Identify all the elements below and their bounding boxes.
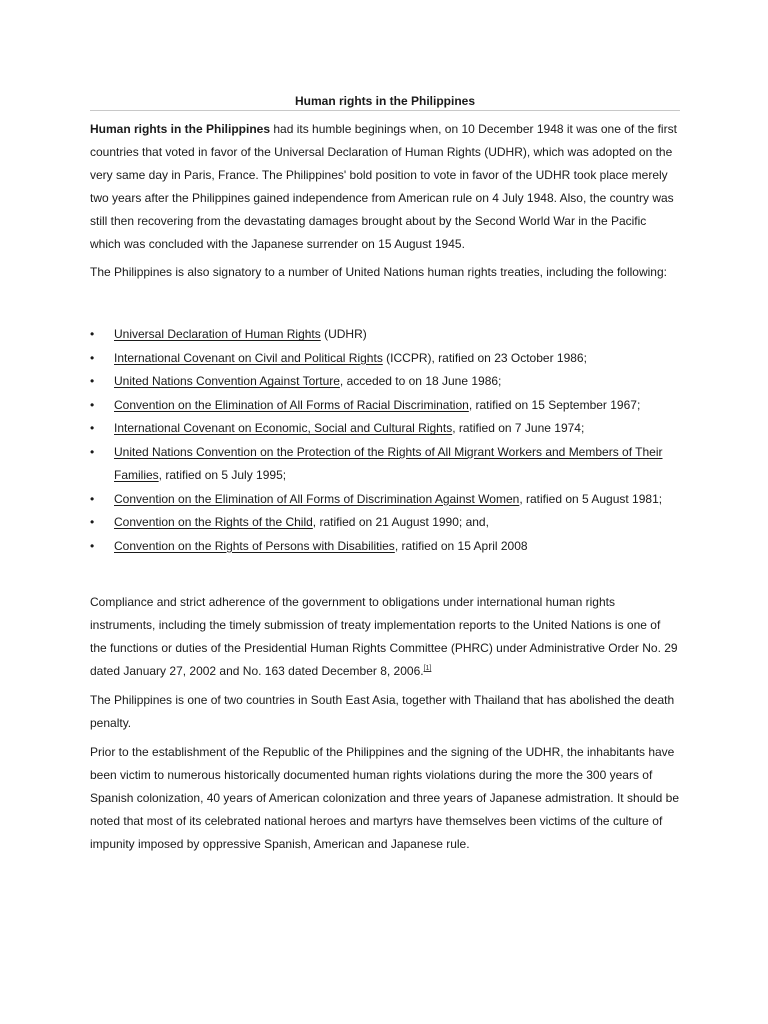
- bullet-icon: •: [90, 491, 95, 506]
- treaty-detail: (ICCPR), ratified on 23 October 1986;: [382, 350, 587, 365]
- history-paragraph: [90, 741, 680, 856]
- treaty-link[interactable]: Convention on the Elimination of All Forms of Racial Discrimination: [114, 397, 469, 412]
- intro-bold-lead: Human rights in the Philippines: [90, 122, 271, 136]
- list-item: [90, 347, 680, 370]
- list-item: [90, 323, 680, 346]
- list-item: [90, 511, 680, 534]
- treaty-link[interactable]: Convention on the Elimination of All Forms of Discrimination Against Women: [114, 491, 520, 506]
- treaty-detail: , ratified on 5 July 1995;: [158, 467, 287, 482]
- compliance-text: Compliance and strict adherence of the government to obligations under international human rights instruments, including the timely submission of treaty implementation reports to the United Nations is one of the functions or duties of the Presidential Human Rights Committee (PHRC) under Administrative Order No. 29 dated January 27, 2002 and No. 163 dated December 8, 2006.: [90, 595, 678, 678]
- treaty-link[interactable]: International Covenant on Economic, Social and Cultural Rights: [114, 421, 453, 436]
- bullet-icon: •: [90, 374, 95, 389]
- bullet-icon: •: [90, 397, 95, 412]
- list-item: [90, 535, 680, 558]
- compliance-paragraph: [90, 591, 680, 683]
- treaty-detail: , acceded to on 18 June 1986;: [339, 374, 502, 389]
- title-divider: [90, 110, 680, 111]
- history-text: Prior to the establishment of the Republic of the Philippines and the signing of the UDHR, the inhabitants have been victim to numerous historically documented human rights violations during the more the 300 years of Spanish colonization, 40 years of American colonization and three years of Japanese admistration. It should be noted that most of its celebrated national heroes and martyrs have themselves been victims of the culture of impunity imposed by oppressive Spanish, American and Japanese rule.: [90, 745, 680, 851]
- bullet-icon: •: [90, 515, 95, 530]
- bullet-icon: •: [90, 421, 95, 436]
- death-penalty-text: The Philippines is one of two countries in South East Asia, together with Thailand that has abolished the death penalty.: [90, 693, 675, 730]
- signatory-text: The Philippines is also signatory to a number of United Nations human rights treaties, including the following:: [90, 265, 667, 279]
- bullet-icon: •: [90, 327, 95, 341]
- treaty-link[interactable]: United Nations Convention Against Torture: [114, 374, 340, 389]
- bullet-icon: •: [90, 538, 95, 553]
- list-item: [90, 394, 680, 417]
- treaty-detail: , ratified on 5 August 1981;: [519, 491, 663, 506]
- treaty-detail: , ratified on 15 April 2008: [394, 538, 528, 553]
- intro-text: had its humble beginings when, on 10 December 1948 it was one of the first countries that voted in favor of the Universal Declaration of Human Rights (UDHR), which was adopted on the very same day in Paris, France. The Philippines' bold position to vote in favor of the UDHR took place merely two years after the Philippines gained independence from American rule on 4 July 1948. Also, the country was still then recovering from the devastating damages brought about by the Second World War in the Pacific which was concluded with the Japanese surrender on 15 August 1945.: [90, 122, 677, 251]
- treaty-detail: , ratified on 7 June 1974;: [452, 421, 585, 436]
- list-item: [90, 441, 680, 487]
- treaty-link[interactable]: Convention on the Rights of Persons with Disabilities: [114, 538, 395, 553]
- treaty-list: [90, 323, 680, 558]
- intro-paragraph: [90, 118, 680, 256]
- list-item: [90, 370, 680, 393]
- treaty-detail: (UDHR): [320, 327, 367, 341]
- treaty-link[interactable]: United Nations Convention on the Protection of the Rights of All Migrant Workers and Members of Their Families: [114, 444, 663, 482]
- list-item: [90, 488, 680, 511]
- bullet-icon: •: [90, 444, 95, 459]
- treaty-link[interactable]: International Covenant on Civil and Political Rights: [114, 350, 383, 365]
- treaty-list-container: [90, 323, 680, 558]
- treaty-detail: , ratified on 15 September 1967;: [468, 397, 641, 412]
- list-item: [90, 417, 680, 440]
- treaty-link[interactable]: Universal Declaration of Human Rights: [114, 327, 321, 341]
- treaty-detail: , ratified on 21 August 1990; and,: [312, 515, 489, 530]
- treaty-link[interactable]: Convention on the Rights of the Child: [114, 515, 313, 530]
- document-title: Human rights in the Philippines: [294, 94, 475, 108]
- death-penalty-paragraph: [90, 689, 680, 735]
- footnote-link[interactable]: [1]: [423, 665, 432, 672]
- signatory-paragraph: [90, 261, 680, 284]
- bullet-icon: •: [90, 350, 95, 365]
